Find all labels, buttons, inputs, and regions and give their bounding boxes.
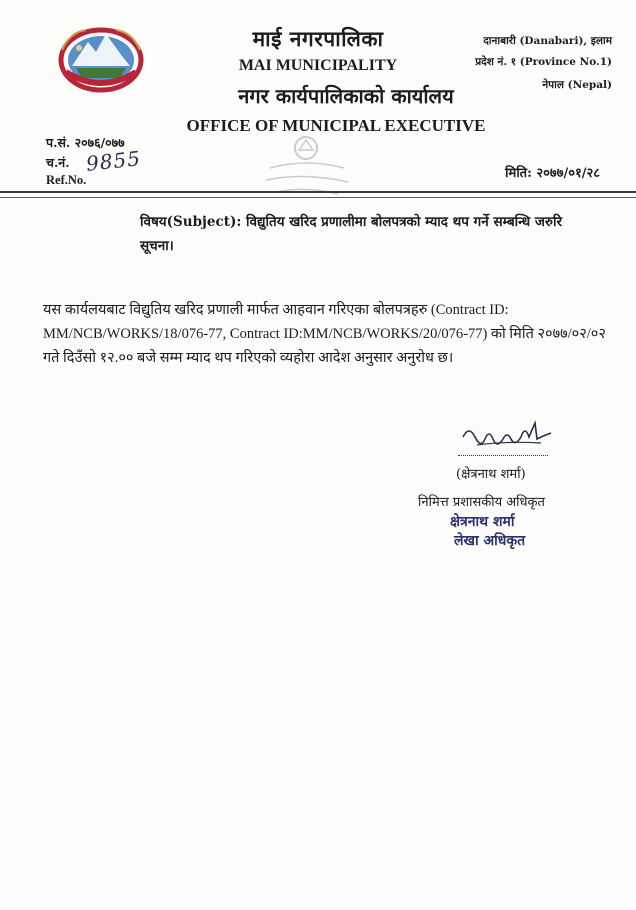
signatory-title: निमित्त प्रशासकीय अधिकृत (418, 495, 545, 510)
address-line: नेपाल (Nepal) (542, 79, 612, 91)
signatory-name: (क्षेत्रनाथ शर्मा) (456, 467, 526, 482)
stamp-name: क्षेत्रनाथ शर्मा (450, 514, 515, 530)
municipality-title-nepali: माई नगरपालिका (252, 26, 384, 51)
letter-body: यस कार्यलयबाट विद्युतिय खरिद प्रणाली मार्फत आहवान गरिएका बोलपत्रहरु (Contract ID: MM/NCB/WORKS/18/076-77, Contract ID:MM/NCB/WORKS/20/076-77) को मिति २०७७/०२/०२ गते दिउँसो १२.०० बजे सम्म म्याद थप गरिएको व्यहोरा आदेश अनुसार अनुरोध छ। (43, 302, 606, 366)
dispatch-label: च.नं. (46, 155, 70, 170)
office-title-nepali: नगर कार्यपालिकाको कार्यालय (238, 84, 454, 108)
header-divider (0, 197, 636, 198)
letter-date: मिति: २०७७/०१/२८ (505, 166, 600, 181)
header-divider (0, 191, 636, 193)
office-stamp-icon (252, 128, 360, 200)
fiscal-year-ref: प.सं. २०७६/०७७ (46, 135, 125, 150)
letter-subject: विषय(Subject): विद्युतिय खरिद प्रणालीमा बोलपत्रको म्याद थप गर्ने सम्बन्धि जरुरि सूचना। (140, 214, 563, 254)
address-line: दानाबारी (Danabari), इलाम (483, 35, 612, 47)
municipality-title-english: MAI MUNICIPALITY (238, 57, 398, 74)
address-line: प्रदेश नं. १ (Province No.1) (475, 56, 612, 68)
office-title-english: OFFICE OF MUNICIPAL EXECUTIVE (186, 116, 486, 135)
dispatch-number-handwritten: 9855 (84, 146, 143, 176)
ref-no-label: Ref.No. (46, 173, 87, 187)
stamp-title: लेखा अधिकृत (454, 533, 526, 549)
signature-line (458, 455, 548, 456)
